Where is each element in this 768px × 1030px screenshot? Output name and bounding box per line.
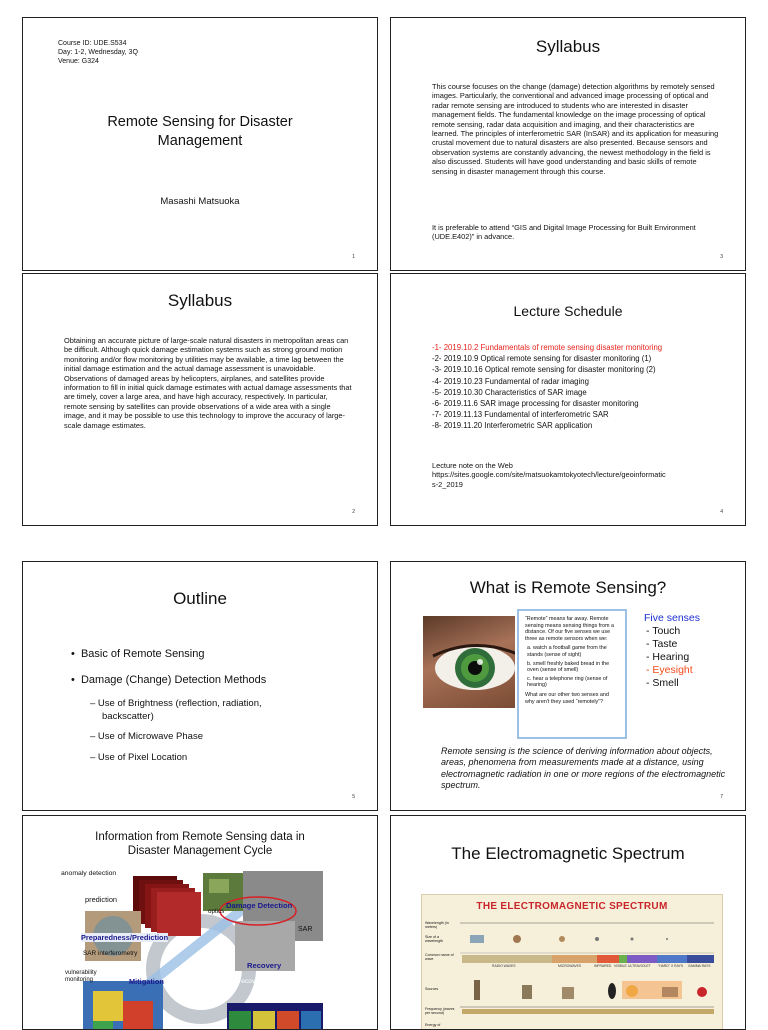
page-number: 5 [352,794,355,800]
slide-title: Syllabus [167,291,233,310]
infrared-band [597,955,619,963]
schedule-row: -8- 2019.11.20 Interferometric SAR application [432,421,593,431]
schedule-row: -3- 2019.10.16 Optical remote sensing for disaster monitoring (2) [432,365,656,375]
lecture-note-label: Lecture note on the Web [432,461,513,470]
course-day: Day: 1-2, Wednesday, 3Q [58,49,138,56]
wave-name: MICROWAVES [558,964,582,968]
sense-item: - Touch [646,625,681,637]
schedule-row: -2- 2019.10.9 Optical remote sensing for disaster monitoring (1) [432,354,652,364]
wave-name: INFRARED [594,964,612,968]
wave-name: GAMMA RAYS [688,964,711,968]
wave-name: "HARD" X RAYS [658,964,684,968]
slide-5 [22,561,378,811]
slide-title: Syllabus [535,37,601,56]
slide-title: What is Remote Sensing? [469,578,667,597]
lecture-note-url[interactable]: https://sites.google.com/site/matsuokamtokyotech/lecture/geoinformatic [432,470,666,480]
wave-name: ULTRAVIOLET [628,964,651,968]
slide-title: Remote Sensing for Disaster Management [107,114,293,149]
bullet-item: • Damage (Change) Detection Methods [71,674,267,686]
visible-band [619,955,627,963]
senses-title: Five senses [644,612,701,624]
label-preparedness: Preparedness/Prediction [81,933,169,942]
schedule-row: -6- 2019.11.6 SAR image processing for disaster monitoring [432,399,639,409]
slide-title: Outline [173,589,227,608]
sub-bullet: – Use of Pixel Location [90,752,188,763]
eye-image [423,616,515,708]
sub-bullet: backscatter) [102,711,154,722]
wave-name: RADIO WAVES [492,964,516,968]
label-recovery: Recovery [247,961,282,970]
row-label: Energy of [425,1023,441,1027]
slide-title: The Electromagnetic Spectrum [451,844,685,863]
label-optics: optics [208,908,225,915]
spectrum-graphic [422,895,722,1030]
label-sar-interferometry: SAR interferometry [83,950,138,957]
slide-title: Information from Remote Sensing data in Disaster Management Cycle [95,831,305,857]
box-question: What are our other two senses and why aren't they used “remotely”? [525,691,609,705]
box-intro: “Remote” means far away. Remote sensing means sensing things from a distance. Of our five senses we use three as remote sensors when we: [525,616,614,642]
schedule-row: -7- 2019.11.13 Fundamental of interferometric SAR [432,410,609,420]
sense-item: - Eyesight [646,664,693,676]
page-number: 3 [720,254,723,260]
slide-8 [390,815,746,1030]
course-id: Course ID: UDE.S534 [58,40,127,47]
label-vulnerability: vulnerability monitoring [65,970,97,983]
box-item: a. watch a football game from the stands (sense of sight) [527,645,607,658]
wave-name-row [462,964,714,972]
five-senses [644,612,700,690]
label-damage-detection: Damage Detection [226,901,293,910]
page-number: 7 [720,794,723,800]
sub-bullet: – Use of Brightness (reflection, radiation, [90,698,262,709]
schedule-row: -4- 2019.10.23 Fundamental of radar imaging [432,376,589,386]
poster-title: THE ELECTROMAGNETIC SPECTRUM [476,901,668,912]
page-number: 2 [352,509,355,515]
page-number: 1 [352,254,355,260]
row-label: Frequency (waves per second) [425,1007,455,1016]
box-item: c. hear a telephone ring (sense of hearing) [527,675,608,689]
schedule-row: -5- 2019.10.30 Characteristics of SAR image [432,387,587,397]
remote-definition-box [517,609,627,739]
label-recovery-monitoring: recovery monitoring [239,978,297,985]
slide-title: Lecture Schedule [513,303,623,319]
slide-2 [22,273,378,526]
sense-item: - Smell [646,677,679,689]
slide-3 [390,17,746,271]
sense-item: - Taste [646,638,678,650]
micro-band [552,955,597,963]
lecture-note-url-cont[interactable]: s-2_2019 [432,479,463,489]
author: Masashi Matsuoka [160,196,240,207]
disaster-cycle-diagram [23,861,378,1030]
em-spectrum-poster [421,894,723,1030]
bullet-item: • Basic of Remote Sensing [71,648,205,660]
remote-sensing-definition: Remote sensing is the science of deriving information about objects, areas, phenomena from measurements made at a distance, using electromagnetic radiation in one or more regions of the electromagnetic spectrum. [441,746,726,791]
box-item: b. smell freshly baked bread in the oven (sense of smell) [527,660,610,674]
label-mitigation: Mitigation [129,977,164,986]
row-label: Sources [425,987,439,991]
course-venue: Venue: G324 [58,58,99,65]
radio-band [462,955,552,963]
slide-1 [22,17,378,271]
uv-band [627,955,657,963]
course-info [58,39,138,66]
wave-name: VISIBLE [614,964,627,968]
prerequisite-note: It is preferable to attend “GIS and Digital Image Processing for Built Environment (UDE.E402)” in advance. [432,223,696,242]
eye-icon [423,616,515,708]
schedule-row: -1- 2019.10.2 Fundamentals of remote sensing disaster monitoring [432,343,663,352]
xray-band [657,955,687,963]
lecture-note [432,461,666,489]
sense-item: - Hearing [646,651,690,663]
schedule-list [432,342,662,432]
slide-7 [390,561,746,811]
page-number: 4 [720,509,723,515]
row-label: Common name of wave [425,953,454,962]
syllabus-paragraph: Obtaining an accurate picture of large-scale natural disasters in metropolitan areas can be difficult. Although quick damage estimation systems such as strong ground motion monitoring and/or flow monitoring by utilities may be available, a time lag between the initial damage estimation and the actual damage assessment is unavoidable. Observations of damaged areas by helicopters, airplanes, and satellites provide information to fill in initial quick damage estimates with actual damage assessments that are timely, cover a large area, and have high accuracy, respectively. In particular, remote sensing by satellites can provide observations of a wide area with a single image, and it may be possible to use this technology to improve the accuracy of large-scale damage estimates. [64,336,352,430]
sub-bullet: – Use of Microwave Phase [90,731,203,742]
syllabus-paragraph: This course focuses on the change (damage) detection algorithms by remotely sensed images. Particularly, the conventional and advanced image processing of optical and radar remote sensing are introduced to students who are interested in disaster management fields. The fundamental knowledge on the image processing of optical remote sensing, radar data acquisition and imaging, and their characteristics are learned. The principles of interferometric SAR (InSAR) and its application for measuring crustal movement due to natural disasters are also presented. Because sensors and observation systems are constantly advancing, the newest methodology in the field is also discussed. Students will have good understanding and basic skills of remote sensing in disaster management through this course. [432,82,719,176]
gamma-band [687,955,714,963]
label-anomaly: anomaly detection [61,870,117,877]
label-sar: SAR [298,926,313,933]
row-label: Size of a wavelength [425,935,444,944]
slide-4 [390,273,746,526]
row-label: Wavelength (in meters) [425,921,449,930]
slide-6 [22,815,378,1030]
label-prediction: prediction [85,895,118,904]
